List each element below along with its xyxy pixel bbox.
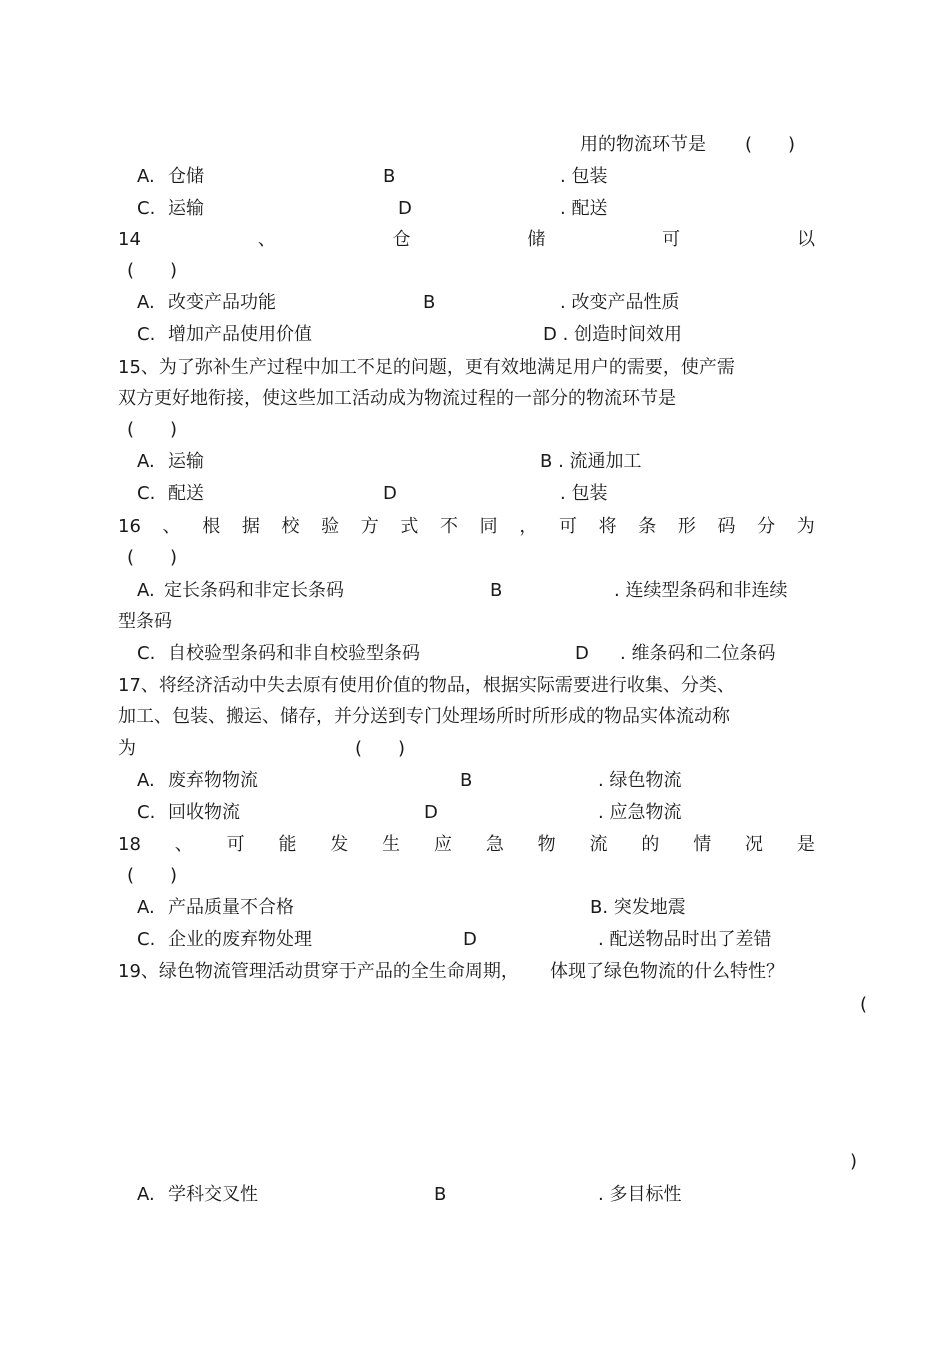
q17-option-a: 废弃物物流 [168,770,258,791]
q19-stem-part-1: 19、绿色物流管理活动贯穿于产品的全生命周期， [118,961,519,982]
q18-stem-part: 能 [278,834,297,855]
q14-option-c-label: C. [137,324,156,345]
q13-option-b-label: B [383,166,396,187]
q15-option-d: . 包装 [560,483,608,504]
q15-stem-line-1: 15、为了弥补生产过程中加工不足的问题，更有效地满足用户的需要，使产需 [118,357,735,378]
q16-stem-part: 16 [118,516,141,537]
q18-stem-part: 情 [693,834,712,855]
q18-answer-paren: ( ) [127,865,178,886]
q17-option-c-label: C. [137,802,156,823]
q16-answer-paren: ( ) [127,547,178,568]
q14-option-a: 改变产品功能 [168,292,276,313]
q14-stem-part: 14 [118,229,141,250]
q16-option-d-label: D [575,643,589,664]
q18-stem-part: 生 [382,834,401,855]
q16-stem-part: 校 [281,516,300,537]
q17-answer-paren: ( ) [355,738,406,759]
q19-option-a: 学科交叉性 [168,1184,258,1205]
q17-stem-line-2: 加工、包装、搬运、储存，并分送到专门处理场所时所形成的物品实体流动称 [118,706,730,727]
q16-stem-part: 为 [796,516,815,537]
q17-option-d-label: D [424,802,438,823]
q14-option-d: D . 创造时间效用 [543,324,683,345]
q14-answer-paren: ( ) [127,260,178,281]
q13-option-b: . 包装 [560,166,608,187]
q16-option-c-label: C. [137,643,156,664]
q14-stem-part: 储 [527,229,546,250]
q14-stem-part: 可 [662,229,681,250]
q14-option-a-label: A. [137,292,155,313]
q18-stem-part: 的 [641,834,660,855]
q19-option-a-label: A. [137,1184,155,1205]
q17-option-b-label: B [460,770,473,791]
q19-paren-close: ) [850,1151,858,1172]
q13-option-d: . 配送 [560,198,608,219]
q17-option-a-label: A. [137,770,155,791]
q16-stem-part: 不 [440,516,459,537]
q18-option-a-label: A. [137,897,155,918]
q15-option-b: B . 流通加工 [540,451,642,472]
q18-stem [118,833,815,857]
q18-option-a: 产品质量不合格 [168,897,294,918]
q16-stem-part: 条 [638,516,657,537]
q18-stem-part: 流 [589,834,608,855]
q17-stem-line-3: 为 [118,738,136,759]
q16-option-b-label: B [490,580,503,601]
q18-option-c: 企业的废弃物处理 [168,929,312,950]
q15-option-c-label: C. [137,483,156,504]
q14-option-b: . 改变产品性质 [560,292,680,313]
q16-stem-part: 分 [757,516,776,537]
q17-option-c: 回收物流 [168,802,240,823]
q13-option-d-label: D [398,198,412,219]
q13-answer-paren: ( ) [745,134,796,155]
q16-option-c: 自校验型条码和非自校验型条码 [168,643,420,664]
q18-stem-part: 可 [226,834,245,855]
q16-stem-part: 将 [598,516,617,537]
q18-stem-part: 急 [485,834,504,855]
q18-stem-part: 应 [433,834,452,855]
q16-stem-part: 可 [558,516,577,537]
q19-option-b-label: B [434,1184,447,1205]
q17-option-d: . 应急物流 [598,802,682,823]
q16-stem-part: 据 [241,516,260,537]
q16-stem-part: 根 [202,516,221,537]
q18-stem-part: 况 [745,834,764,855]
q19-option-b: . 多目标性 [598,1184,682,1205]
q16-option-b: . 连续型条码和非连续 [614,580,788,601]
q18-stem-part: 18 [118,834,141,855]
q17-option-b: . 绿色物流 [598,770,682,791]
q18-stem-part: 物 [537,834,556,855]
q18-stem-part: 、 [174,834,193,855]
q16-stem-part: 码 [717,516,736,537]
q16-option-a: 定长条码和非定长条码 [164,580,344,601]
q15-option-a-label: A. [137,451,155,472]
q16-stem-part: 形 [677,516,696,537]
q18-option-d: . 配送物品时出了差错 [598,929,772,950]
q16-stem-part: ， [519,516,538,537]
q13-option-a: 仓储 [168,166,204,187]
q18-stem-part: 是 [796,834,815,855]
q16-stem-part: 同 [479,516,498,537]
q17-stem-line-1: 17、将经济活动中失去原有使用价值的物品，根据实际需要进行收集、分类、 [118,675,735,696]
q19-paren-open: ( [860,994,868,1015]
q14-option-c: 增加产品使用价值 [168,324,312,345]
q15-answer-paren: ( ) [127,419,178,440]
q15-option-c: 配送 [168,483,204,504]
q16-stem-part: 方 [360,516,379,537]
q16-option-a-label: A. [137,580,155,601]
q14-stem-part: 以 [796,229,815,250]
q16-stem [118,515,815,539]
q13-option-a-label: A. [137,166,155,187]
q19-stem-part-2: 体现了绿色物流的什么特性？ [550,961,784,982]
q18-option-b: B. 突发地震 [590,897,686,918]
q16-option-b-continued: 型条码 [118,611,172,632]
q18-option-d-label: D [463,929,477,950]
q15-option-a: 运输 [168,451,204,472]
q14-stem-part: 、 [257,229,276,250]
q16-stem-part: 验 [321,516,340,537]
q13-option-c-label: C. [137,198,156,219]
q13-stem-tail: 用的物流环节是 [580,134,706,155]
q16-option-d: . 维条码和二位条码 [620,643,776,664]
q14-option-b-label: B [423,292,436,313]
q18-stem-part: 发 [330,834,349,855]
q18-option-c-label: C. [137,929,156,950]
q16-stem-part: 、 [162,516,181,537]
q13-option-c: 运输 [168,198,204,219]
q14-stem [118,228,815,252]
q16-stem-part: 式 [400,516,419,537]
q14-stem-part: 仓 [392,229,411,250]
q15-stem-line-2: 双方更好地衔接，使这些加工活动成为物流过程的一部分的物流环节是 [118,388,676,409]
q15-option-d-label: D [383,483,397,504]
